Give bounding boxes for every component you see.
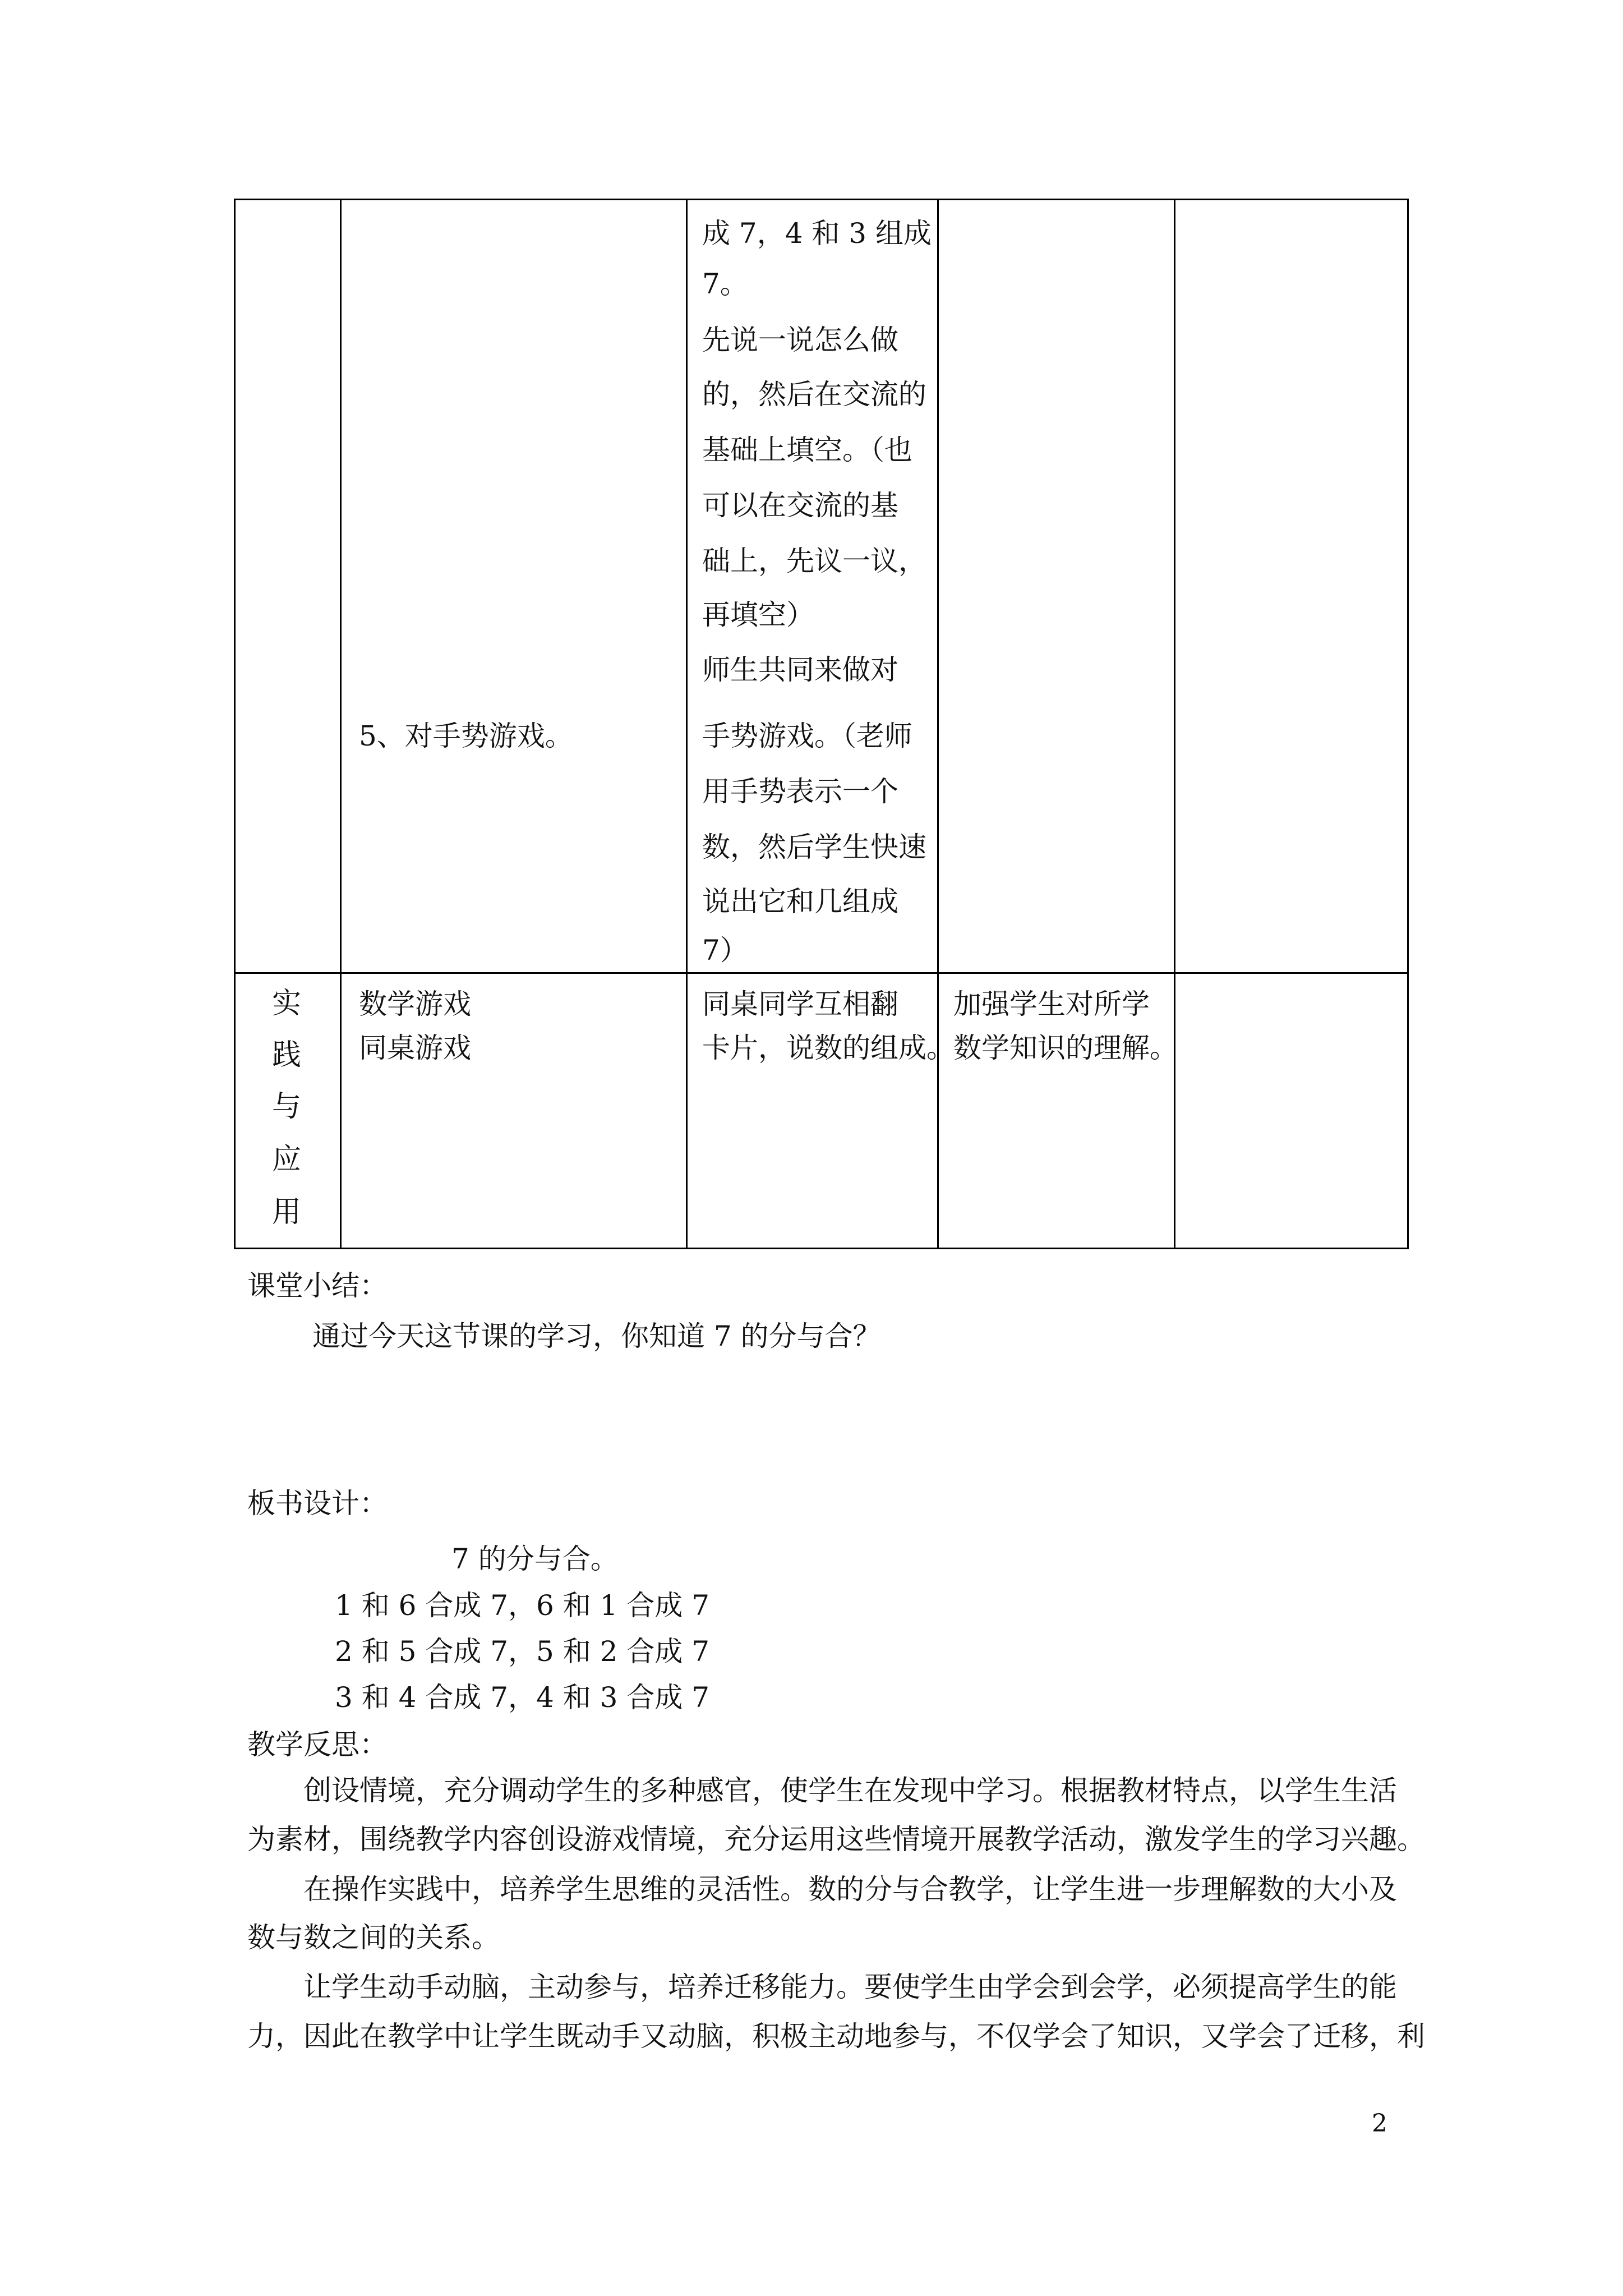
table-col-divider-4 (1174, 199, 1175, 1249)
practice-student-line: 同桌同学互相翻 (702, 988, 898, 1020)
board-line: 3 和 4 合成 7，4 和 3 合成 7 (335, 1681, 710, 1714)
student-line: 数，然后学生快速 (702, 831, 926, 863)
practice-intent-line: 加强学生对所学 (953, 988, 1150, 1020)
reflection-line: 力，因此在教学中让学生既动手又动脑，积极主动地参与，不仅学会了知识，又学会了迁移，利 (247, 2020, 1425, 2053)
student-line: 用手势表示一个 (702, 775, 898, 808)
practice-intent-line: 数学知识的理解。 (953, 1032, 1178, 1064)
label-char: 实 (271, 987, 301, 1020)
table-col-divider-2 (686, 199, 688, 1249)
reflection-line: 数与数之间的关系。 (247, 1921, 500, 1954)
practice-student-line: 卡片，说数的组成。 (702, 1032, 955, 1064)
student-line: 可以在交流的基 (702, 489, 898, 522)
board-line: 1 和 6 合成 7，6 和 1 合成 7 (335, 1589, 710, 1622)
practice-activity-line: 同桌游戏 (359, 1032, 471, 1064)
table-bottom-border (234, 1248, 1409, 1249)
table-right-border (1407, 199, 1409, 1249)
table-col-divider-3 (937, 199, 939, 1249)
reflection-line: 为素材，围绕教学内容创设游戏情境，充分运用这些情境开展教学活动，激发学生的学习兴趣。 (247, 1823, 1425, 1856)
summary-heading: 课堂小结： (247, 1269, 388, 1302)
student-line: 说出它和几组成 (702, 885, 898, 918)
board-heading: 板书设计： (247, 1487, 388, 1520)
summary-text: 通过今天这节课的学习，你知道 7 的分与合？ (312, 1320, 881, 1352)
teacher-activity-text: 5、对手势游戏。 (359, 720, 573, 752)
student-line: 7。 (702, 268, 748, 300)
label-char: 与 (271, 1090, 301, 1124)
student-line: 师生共同来做对 (702, 654, 898, 686)
table-row-divider (234, 972, 1409, 974)
student-line: 7） (702, 934, 748, 967)
student-line: 再填空） (702, 599, 814, 631)
table-left-border (234, 199, 236, 1249)
student-line: 先说一说怎么做 (702, 324, 898, 356)
board-title: 7 的分与合。 (451, 1543, 619, 1575)
student-line: 手势游戏。（老师 (702, 720, 912, 752)
reflection-line: 创设情境，充分调动学生的多种感官，使学生在发现中学习。根据教材特点，以学生生活 (303, 1774, 1397, 1807)
table-col-divider-1 (340, 199, 342, 1249)
label-char: 应 (271, 1143, 301, 1176)
student-line: 础上，先议一议， (702, 545, 926, 577)
page-number: 2 (1372, 2109, 1387, 2138)
reflection-line: 在操作实践中，培养学生思维的灵活性。数的分与合教学，让学生进一步理解数的大小及 (303, 1873, 1397, 1906)
table-top-border (234, 199, 1409, 200)
student-line: 基础上填空。（也 (702, 434, 912, 466)
student-line: 的，然后在交流的 (702, 378, 926, 411)
practice-activity-line: 数学游戏 (359, 988, 471, 1020)
label-char: 用 (271, 1195, 301, 1229)
board-line: 2 和 5 合成 7，5 和 2 合成 7 (335, 1635, 710, 1668)
label-char: 践 (271, 1038, 301, 1072)
reflection-heading: 教学反思： (247, 1728, 388, 1761)
reflection-line: 让学生动手动脑，主动参与，培养迁移能力。要使学生由学会到会学，必须提高学生的能 (303, 1971, 1397, 2003)
student-line: 成 7，4 和 3 组成 (702, 217, 932, 250)
